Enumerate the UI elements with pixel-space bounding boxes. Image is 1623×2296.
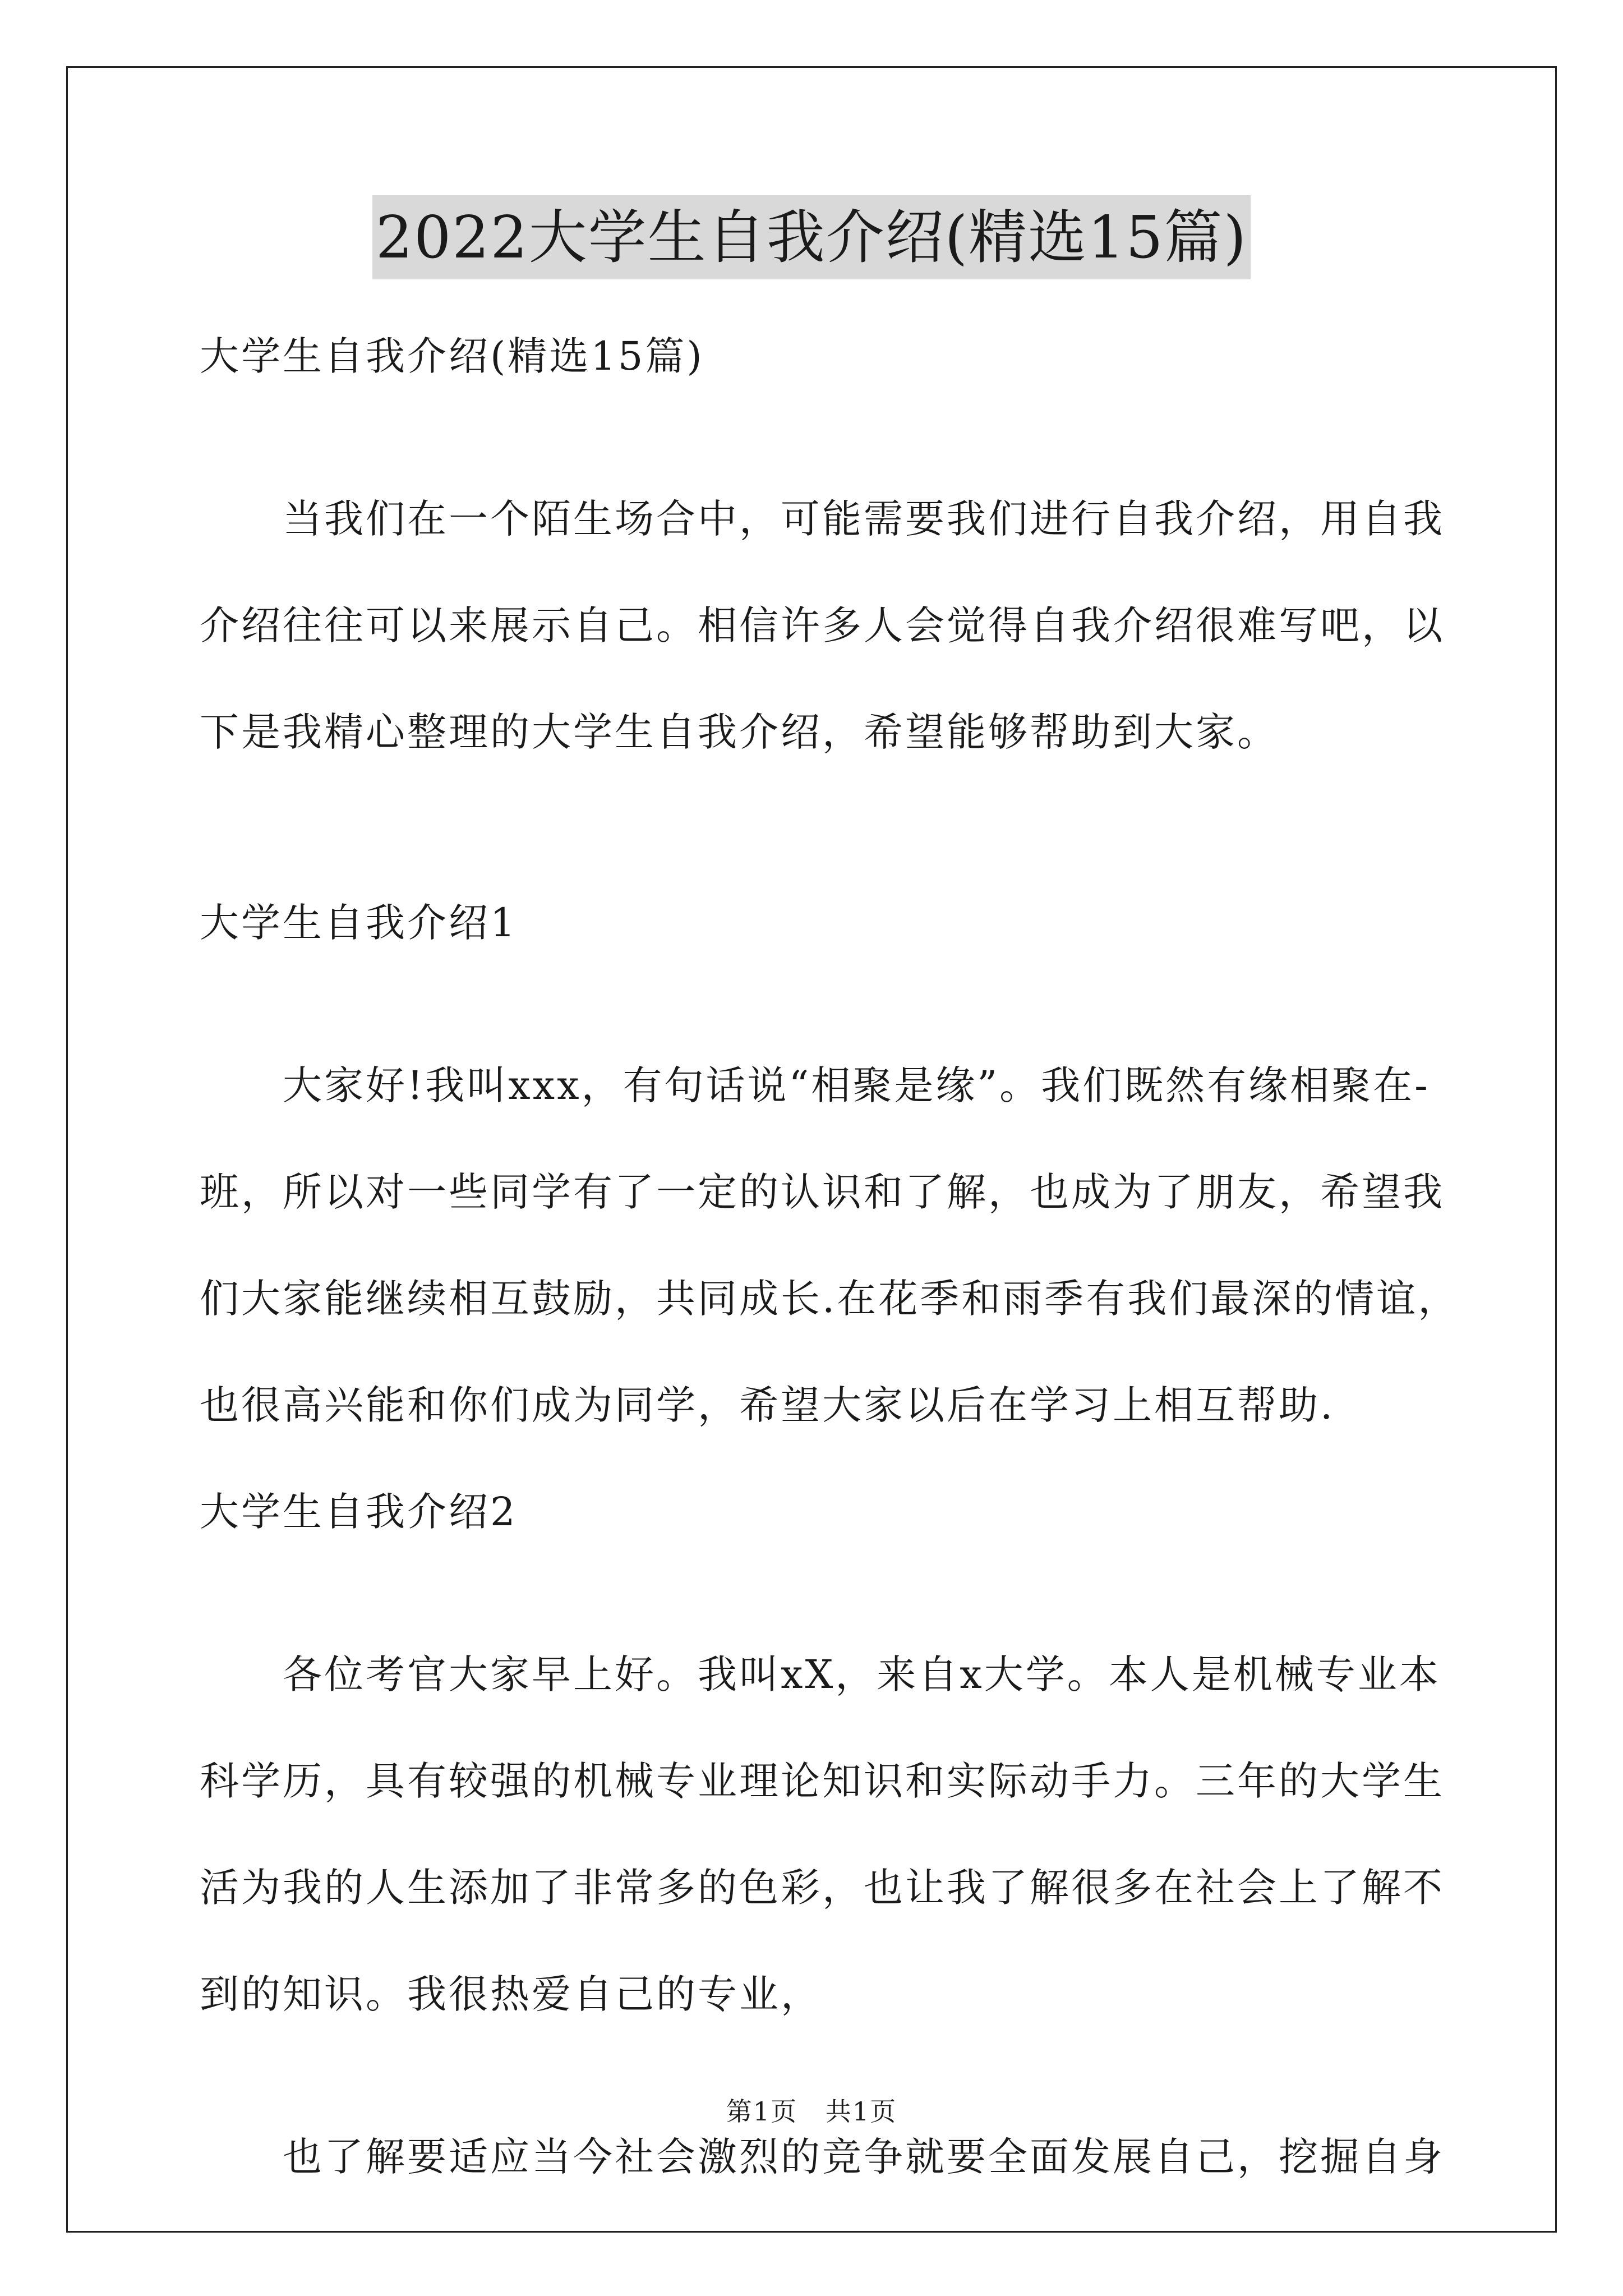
intro-paragraph-line: 下是我精心整理的大学生自我介绍，希望能够帮助到大家。: [200, 709, 1279, 755]
section-heading-1: 大学生自我介绍1: [200, 900, 518, 946]
intro-paragraph-line: 介绍往往可以来展示自己。相信许多人会觉得自我介绍很难写吧，以: [200, 602, 1445, 648]
title-wrapper: [0, 195, 1623, 279]
spacer: [200, 785, 1490, 869]
section-1-paragraph-line: 也很高兴能和你们成为同学，希望大家以后在学习上相互帮助.: [200, 1382, 1335, 1428]
document-title: 2022大学生自我介绍(精选15篇): [372, 195, 1251, 279]
section-2-paragraph-line: 到的知识。我很热爱自己的专业，: [200, 1971, 822, 2017]
spacer: [200, 409, 1490, 466]
section-1-paragraph-line: 班，所以对一些同学有了一定的认识和了解，也成为了朋友，希望我: [200, 1169, 1445, 1215]
section-2-paragraph-line: 科学历，具有较强的机械专业理论知识和实际动手力。三年的大学生: [200, 1758, 1445, 1804]
intro-paragraph-line: 当我们在一个陌生场合中，可能需要我们进行自我介绍，用自我: [283, 496, 1445, 542]
page-footer: 第1页 共1页: [726, 2096, 897, 2127]
section-2-paragraph-line: 也了解要适应当今社会激烈的竞争就要全面发展自己，挖掘自身: [283, 2134, 1445, 2180]
section-2-paragraph-line: 各位考官大家早上好。我叫xX，来自x大学。本人是机械专业本: [283, 1651, 1441, 1697]
section-1-paragraph-line: 们大家能继续相互鼓励，共同成长.在花季和雨季有我们最深的情谊，: [200, 1276, 1460, 1322]
document-body: [200, 303, 1490, 2210]
spacer: [200, 1565, 1490, 1621]
subtitle-line: 大学生自我介绍(精选15篇): [200, 333, 704, 379]
spacer: [200, 976, 1490, 1032]
section-heading-2: 大学生自我介绍2: [200, 1489, 518, 1535]
section-2-paragraph-line: 活为我的人生添加了非常多的色彩，也让我了解很多在社会上了解不: [200, 1865, 1445, 1911]
section-1-paragraph-line: 大家好!我叫xxx，有句话说“相聚是缘”。我们既然有缘相聚在-: [283, 1062, 1430, 1108]
